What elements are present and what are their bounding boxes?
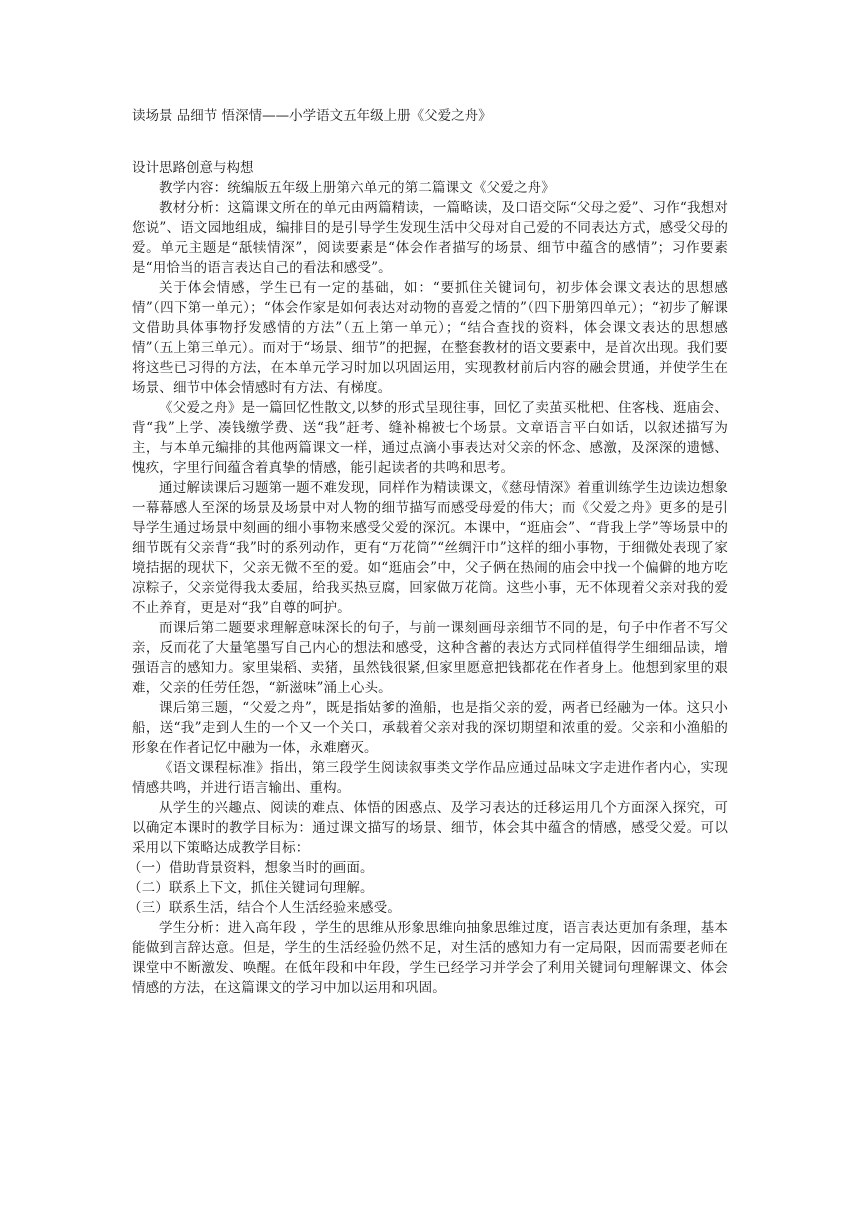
paragraph-emotion-basis: 关于体会情感，学生已有一定的基础，如：“要抓住关键词句，初步体会课文表达的思想感情”（四下第一单元）；“体会作家是如何表达对动物的喜爱之情的”（四下册第四单元）；“初步了解课文借助具体事物抒发感情的方法”（五上第一单元）；“结合查找的资料，体会课文表达的思想感情”（五上第三单元）。而对于“场景、细节”的把握，在整套教材的语文要素中，是首次出现。我们要将这些已习得的方法，在本单元学习时加以巩固运用，实现教材前后内容的融会贯通，并使学生在场景、细节中体会情感时有方法、有梯度。 — [132, 280, 728, 396]
strategy-item-3: （三）联系生活，结合个人生活经验来感受。 — [128, 900, 401, 916]
paragraph-curriculum-standard: 《语文课程标准》指出，第三段学生阅读叙事类文学作品应通过品味文字走进作者内心，实现情感共鸣，并进行语言输出、重构。 — [132, 760, 728, 796]
paragraph-exercise-three: 课后第三题，“父爱之舟”，既是指姑爹的渔船，也是指父亲的爱，两者已经融为一体。这只小船，送“我”走到人生的一个又一个关口，承载着父亲对我的深切期望和浓重的爱。父亲和小渔船的形象在作者记忆中融为一体，永难磨灭。 — [132, 700, 728, 756]
section-heading: 设计思路创意与构想 — [132, 160, 254, 176]
paragraph-student-analysis: 学生分析：进入高年段 ，学生的思维从形象思维向抽象思维过度，语言表达更加有条理，基本能做到言辞达意。但是，学生的生活经验仍然不足，对生活的感知力有一定局限，因而需要老师在课堂中不断激发、唤醒。在低年段和中年段，学生已经学习并学会了利用关键词句理解课文、体会情感的方法，在这篇课文的学习中加以运用和巩固。 — [132, 920, 728, 996]
paragraph-teaching-goal: 从学生的兴趣点、阅读的难点、体悟的困惑点、及学习表达的迁移运用几个方面深入探究，可以确定本课时的教学目标为：通过课文描写的场景、细节，体会其中蕴含的情感，感受父爱。可以采用以下策略达成教学目标： — [132, 800, 728, 856]
strategy-item-1: （一）借助背景资料，想象当时的画面。 — [128, 860, 374, 876]
paragraph-exercise-one: 通过解读课后习题第一题不难发现，同样作为精读课文，《慈母情深》着重训练学生边读边想象一幕幕感人至深的场景及场景中对人物的细节描写而感受母爱的伟大；而《父爱之舟》更多的是引导学生通过场景中刻画的细小事物来感受父爱的深沉。本课中，“逛庙会”、“背我上学”等场景中的细节既有父亲背“我”时的系列动作，更有“万花筒”“丝绸汗巾”这样的细小事物，于细微处表现了家境拮据的现状下，父亲无微不至的爱。如“逛庙会”中，父子俩在热闹的庙会中找一个偏僻的地方吃凉粽子，父亲觉得我太委屈，给我买热豆腐，回家做万花筒。这些小事，无不体现着父亲对我的爱不止养育，更是对“我”自尊的呵护。 — [132, 480, 728, 616]
document-title: 读场景 品细节 悟深情——小学语文五年级上册《父爱之舟》 — [132, 108, 492, 124]
paragraph-exercise-two: 而课后第二题要求理解意味深长的句子，与前一课刻画母亲细节不同的是，句子中作者不写父亲，反而花了大量笔墨写自己内心的想法和感受，这种含蓄的表达方式同样值得学生细细品读，增强语言的感知力。家里粜稻、卖猪，虽然钱很紧,但家里愿意把钱都花在作者身上。他想到家里的艰难，父亲的任劳任怨，“新滋味”涌上心头。 — [132, 620, 728, 696]
paragraph-textbook-analysis: 教材分析：这篇课文所在的单元由两篇精读，一篇略读，及口语交际“父母之爱”、习作“我想对您说”、语文园地组成，编排目的是引导学生发现生活中父母对自己爱的不同表达方式，感受父母的爱。单元主题是“舐犊情深”，阅读要素是“体会作者描写的场景、细节中蕴含的感情”；习作要素是“用恰当的语言表达自己的看法和感受”。 — [132, 200, 728, 276]
document-page — [128, 106, 728, 998]
strategy-item-2: （二）联系上下文，抓住关键词句理解。 — [128, 880, 374, 896]
paragraph-text-summary: 《父爱之舟》是一篇回忆性散文,以梦的形式呈现往事，回忆了卖茧买枇杷、住客栈、逛庙会、背“我”上学、凑钱缴学费、送“我”赶考、缝补棉被七个场景。文章语言平白如话，以叙述描写为主，与本单元编排的其他两篇课文一样，通过点滴小事表达对父亲的怀念、感激，及深深的遗憾、愧疚，字里行间蕴含着真挚的情感，能引起读者的共鸣和思考。 — [132, 400, 728, 476]
title-spacer — [132, 126, 728, 158]
paragraph-teaching-content: 教学内容：统编版五年级上册第六单元的第二篇课文《父爱之舟》 — [159, 180, 555, 196]
